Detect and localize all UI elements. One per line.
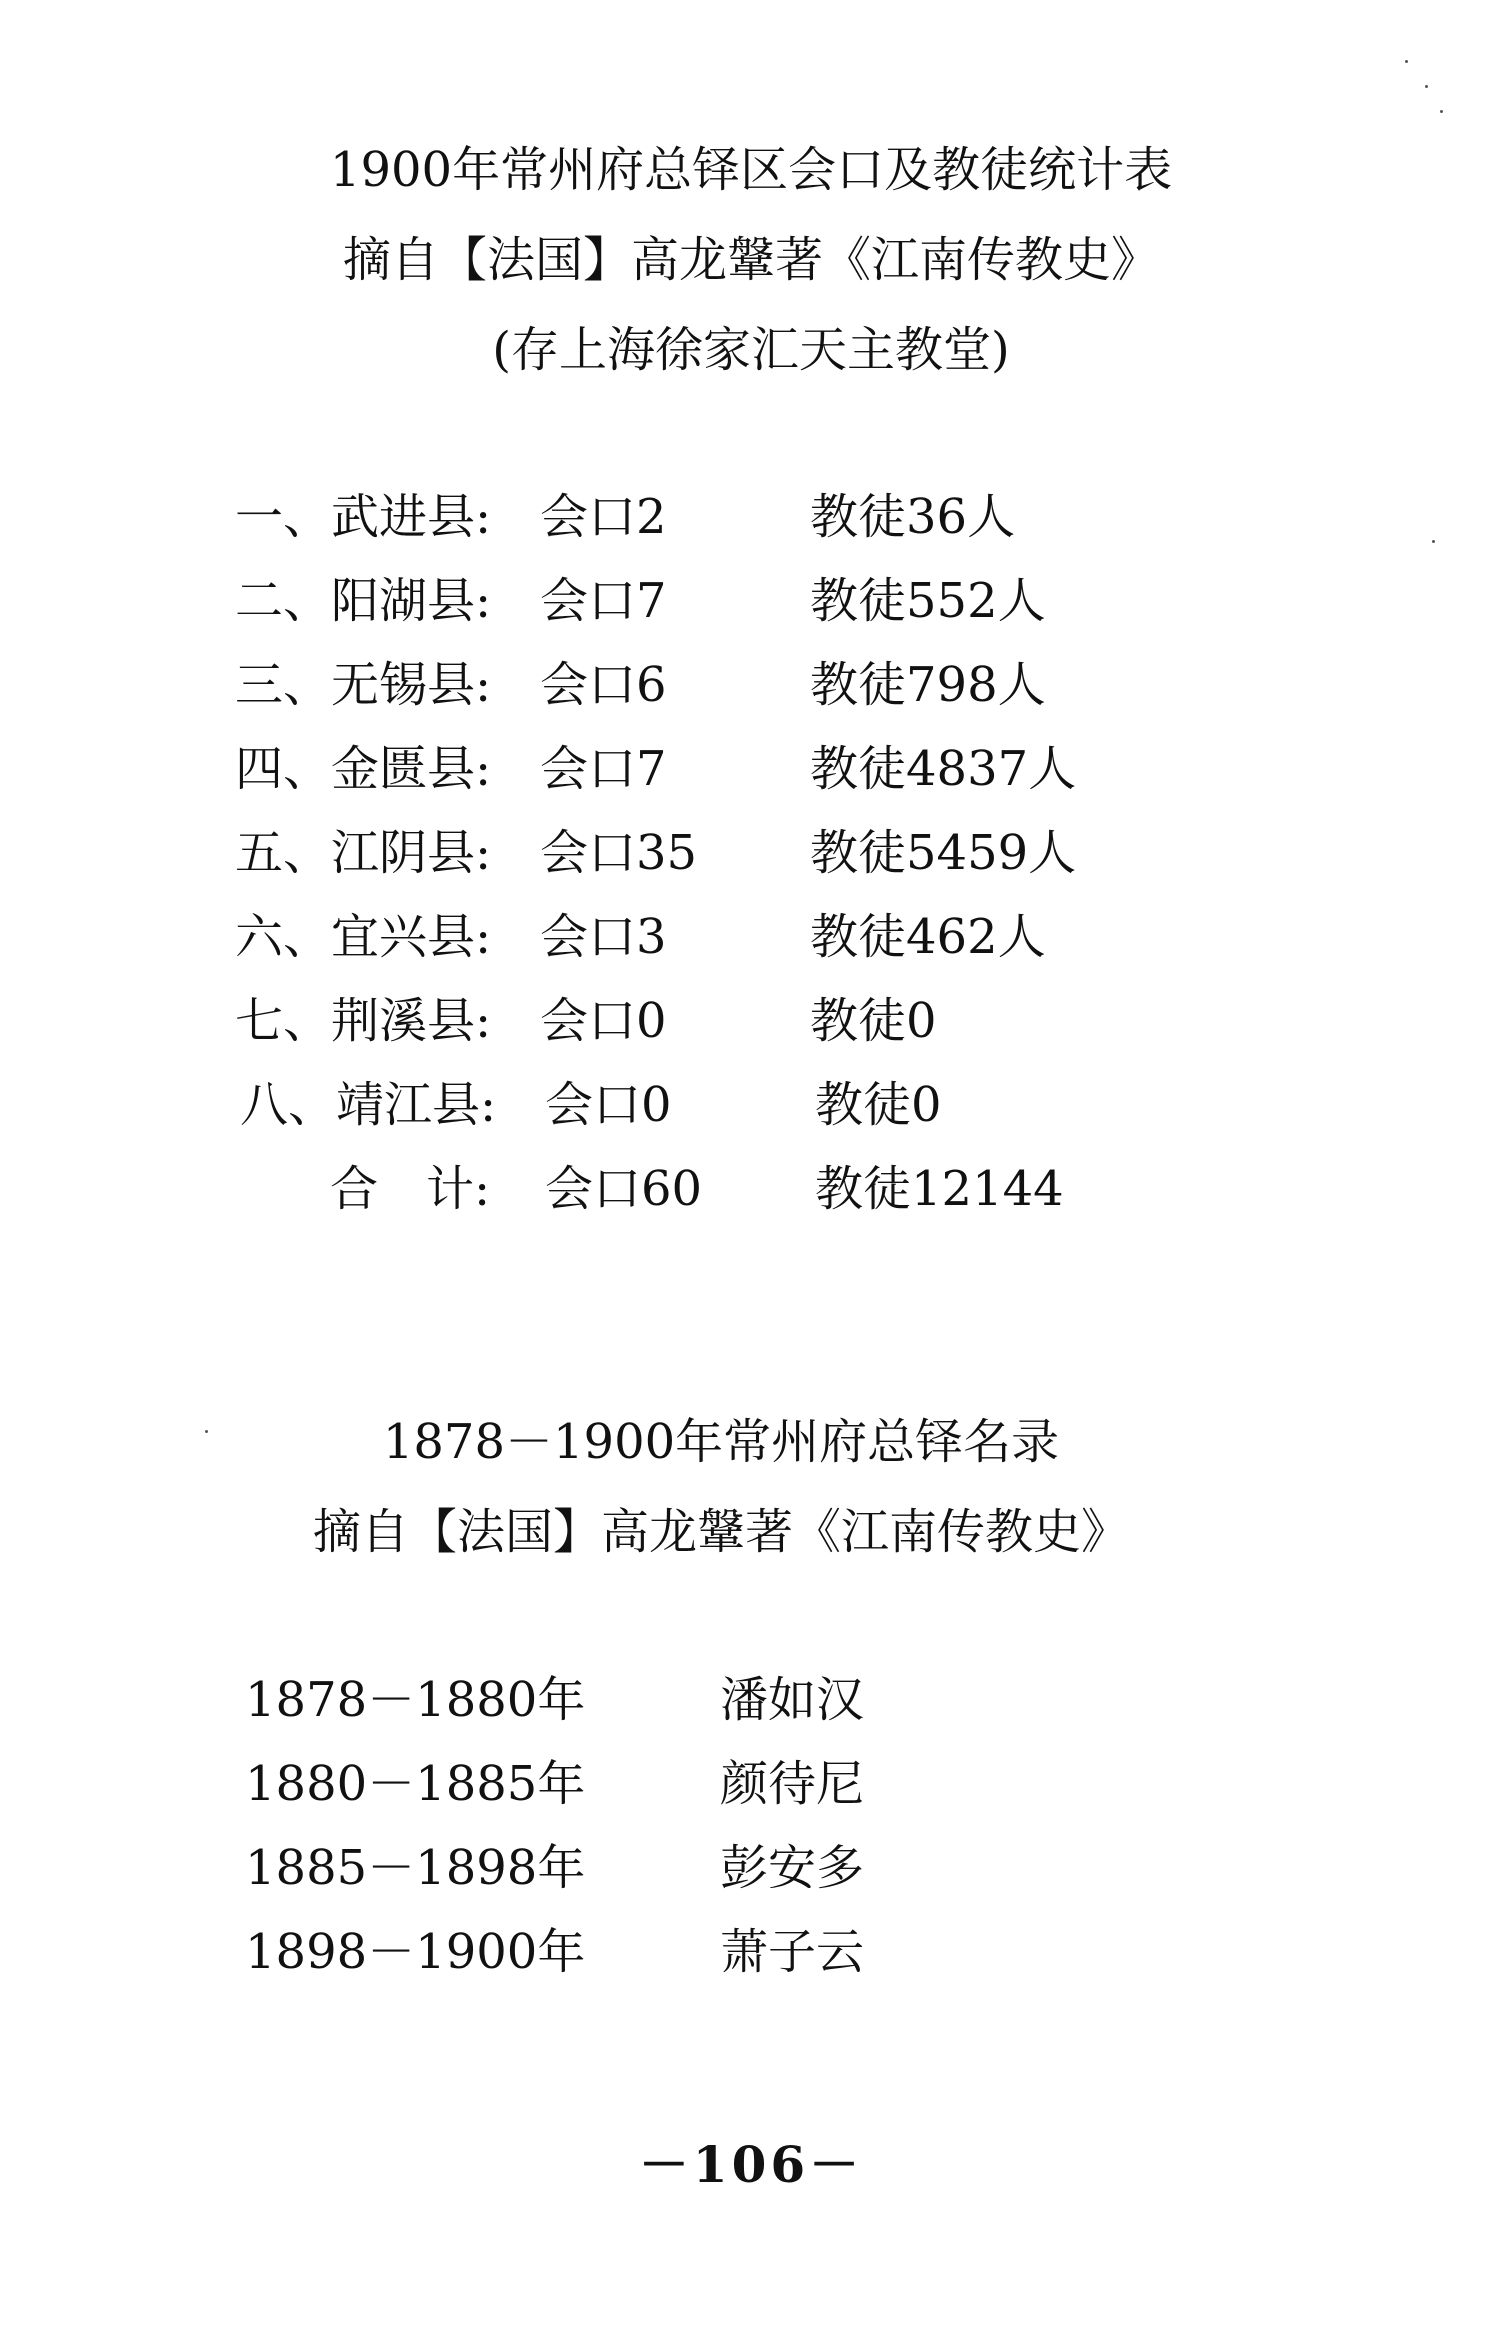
page-number: －106－ bbox=[638, 2135, 864, 2194]
stats-table-archive-note: (存上海徐家汇天主教堂) bbox=[492, 322, 1010, 378]
jiaotu-value: 教徒36人 bbox=[810, 489, 1016, 545]
scan-speck bbox=[1432, 540, 1435, 543]
county-label: 四、金匮县: bbox=[235, 741, 492, 797]
total-jiaotu-value: 教徒12144 bbox=[815, 1161, 1064, 1217]
priest-list-title: 1878－1900年常州府总铎名录 bbox=[382, 1414, 1060, 1470]
jiaotu-value: 教徒4837人 bbox=[810, 741, 1077, 797]
priest-years: 1880－1885年 bbox=[245, 1756, 586, 1812]
huikou-value: 会口7 bbox=[540, 741, 667, 797]
jiaotu-value: 教徒0 bbox=[810, 993, 937, 1049]
scan-speck bbox=[1425, 85, 1428, 88]
scan-speck bbox=[1405, 60, 1408, 63]
priest-name: 萧子云 bbox=[720, 1924, 865, 1980]
county-label: 三、无锡县: bbox=[235, 657, 492, 713]
priest-name: 彭安多 bbox=[720, 1840, 865, 1896]
priest-years: 1898－1900年 bbox=[245, 1924, 586, 1980]
huikou-value: 会口2 bbox=[540, 489, 667, 545]
priest-list-source: 摘自【法国】高龙鞶著《江南传教史》 bbox=[312, 1504, 1129, 1560]
jiaotu-value: 教徒5459人 bbox=[810, 825, 1077, 881]
county-label: 五、江阴县: bbox=[235, 825, 492, 881]
county-label: 六、宜兴县: bbox=[235, 909, 492, 965]
huikou-value: 会口6 bbox=[540, 657, 667, 713]
scan-speck bbox=[1440, 110, 1443, 113]
county-label: 一、武进县: bbox=[235, 489, 492, 545]
stats-table-title: 1900年常州府总铎区会口及教徒统计表 bbox=[329, 142, 1173, 198]
stats-table-source: 摘自【法国】高龙鞶著《江南传教史》 bbox=[342, 232, 1159, 288]
jiaotu-value: 教徒552人 bbox=[810, 573, 1046, 629]
priest-years: 1878－1880年 bbox=[245, 1672, 586, 1728]
huikou-value: 会口3 bbox=[540, 909, 667, 965]
priest-name: 潘如汉 bbox=[720, 1672, 865, 1728]
scan-speck bbox=[205, 1430, 208, 1433]
jiaotu-value: 教徒798人 bbox=[810, 657, 1046, 713]
priest-name: 颜待尼 bbox=[720, 1756, 865, 1812]
county-label: 八、靖江县: bbox=[240, 1077, 497, 1133]
total-huikou-value: 会口60 bbox=[545, 1161, 703, 1217]
jiaotu-value: 教徒462人 bbox=[810, 909, 1046, 965]
county-label: 七、荆溪县: bbox=[235, 993, 492, 1049]
huikou-value: 会口35 bbox=[540, 825, 698, 881]
huikou-value: 会口0 bbox=[545, 1077, 672, 1133]
total-label: 合 计: bbox=[330, 1161, 491, 1217]
jiaotu-value: 教徒0 bbox=[815, 1077, 942, 1133]
huikou-value: 会口0 bbox=[540, 993, 667, 1049]
priest-years: 1885－1898年 bbox=[245, 1840, 586, 1896]
county-label: 二、阳湖县: bbox=[235, 573, 492, 629]
huikou-value: 会口7 bbox=[540, 573, 667, 629]
